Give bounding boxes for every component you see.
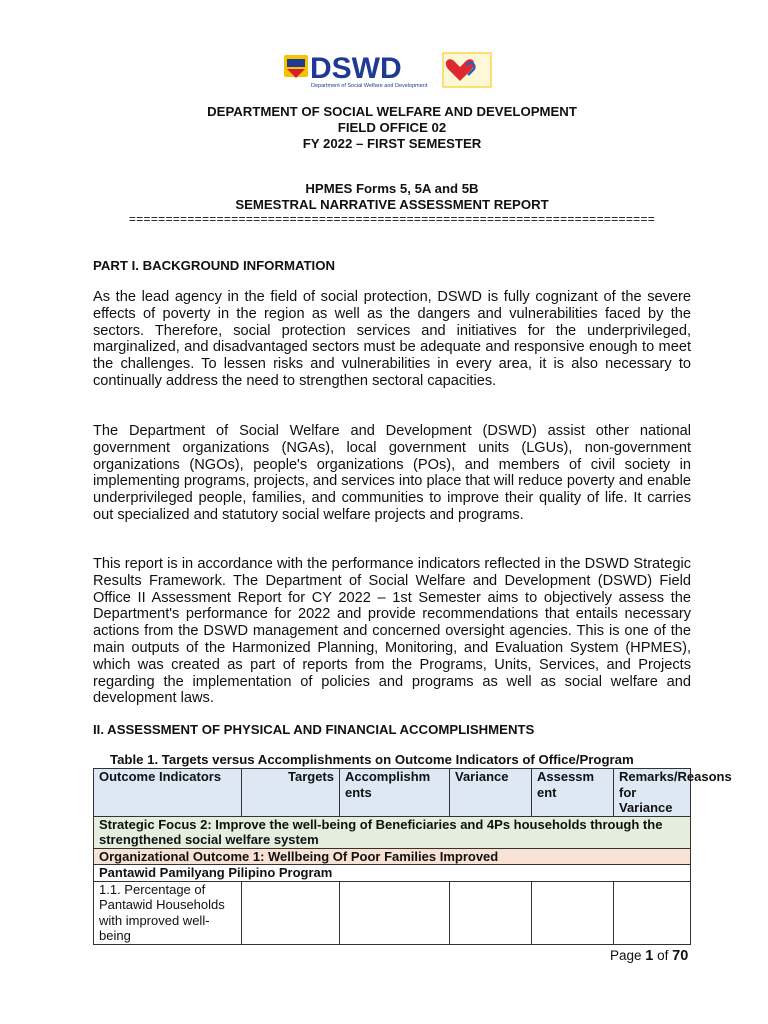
accomplishments-cell	[340, 881, 450, 944]
table-row	[94, 881, 691, 944]
organizational-outcome-row	[94, 848, 691, 865]
outcomes-table	[93, 768, 732, 945]
dswd-logo	[284, 51, 492, 89]
header-assessment: Assessm ent	[532, 769, 614, 817]
header-accomplishments: Accomplishm ents	[340, 769, 450, 817]
header-forms: HPMES Forms 5, 5A and 5B	[305, 181, 479, 196]
header-targets: Targets	[242, 769, 340, 817]
part1-title: PART I. BACKGROUND INFORMATION	[93, 258, 335, 273]
page-current: 1	[645, 948, 654, 964]
assessment-cell	[532, 881, 614, 944]
part2-title: II. ASSESSMENT OF PHYSICAL AND FINANCIAL ACCOMPLISHMENTS	[93, 722, 535, 737]
table-caption: Table 1. Targets versus Accomplishments on Outcome Indicators of Office/Program	[110, 752, 634, 767]
variance-cell	[450, 881, 532, 944]
header-variance: Variance	[450, 769, 532, 817]
paragraph-1: As the lead agency in the field of social protection, DSWD is fully cognizant of the severe effects of poverty in the region as well as the dangers and vulnerabilities faced by the sectors. Therefore, social protection services and initiatives for the underprivileged, marginalized, and disadvantaged sectors must be adequate and responsive enough to meet the challenges. To lessen risks and vulnerabilities in every area, it is also necessary to continually address the need to strengthen sectoral capacities.	[93, 289, 691, 389]
header-office: FIELD OFFICE 02	[337, 120, 447, 135]
organizational-outcome-cell: Organizational Outcome 1: Wellbeing Of Poor Families Improved	[94, 848, 691, 865]
table-header-row	[94, 769, 691, 817]
indicator-cell: 1.1. Percentage of Pantawid Households with improved well-being	[94, 881, 242, 944]
strategic-focus-cell: Strategic Focus 2: Improve the well-being of Beneficiaries and 4Ps households through the strengthened social welfare system	[94, 816, 691, 848]
page-prefix: Page	[610, 948, 642, 963]
strategic-focus-row	[94, 816, 691, 848]
paragraph-2: The Department of Social Welfare and Development (DSWD) assist other national government organizations (NGAs), local government units (LGUs), non-government organizations (NGOs), people's organizations (POs), and members of civil society in implementing programs, projects, and services into place that will reduce poverty and enable underprivileged people, families, and communities to improve their quality of life. It carries out specialized and statutory social welfare projects and programs.	[93, 423, 691, 523]
logo-tagline: Department of Social Welfare and Development	[311, 83, 428, 89]
targets-cell	[242, 881, 340, 944]
header-separator: ========================================================================	[128, 212, 656, 226]
paragraph-3: This report is in accordance with the performance indicators reflected in the DSWD Strategic Results Framework. The Department of Social Welfare and Development (DSWD) Field Office II Assessment Report for CY 2022 – 1st Semester aims to objectively assess the Department's performance for 2022 and provide recommendations that entails necessary actions from the DSWD management and concerned oversight agencies. This is one of the main outputs of the Harmonized Planning, Monitoring, and Evaluation System (HPMES), which was created as part of reports from the Programs, Units, Services, and Projects regarding the implementation of policies and programs as well as social welfare and development laws.	[93, 556, 691, 707]
remarks-cell	[614, 881, 691, 944]
header-agency: DEPARTMENT OF SOCIAL WELFARE AND DEVELOPMENT	[207, 104, 577, 119]
page-total: 70	[672, 948, 689, 964]
header-fiscal-year: FY 2022 – FIRST SEMESTER	[302, 136, 482, 151]
page-number	[610, 948, 688, 964]
program-cell: Pantawid Pamilyang Pilipino Program	[94, 865, 691, 882]
logo-wordmark: DSWD	[310, 52, 402, 85]
header-outcome-indicators: Outcome Indicators	[94, 769, 242, 817]
page-of: of	[657, 948, 669, 963]
header-remarks: Remarks/Reasons for Variance	[614, 769, 691, 817]
header-report-title: SEMESTRAL NARRATIVE ASSESSMENT REPORT	[235, 197, 549, 212]
program-row	[94, 865, 691, 882]
